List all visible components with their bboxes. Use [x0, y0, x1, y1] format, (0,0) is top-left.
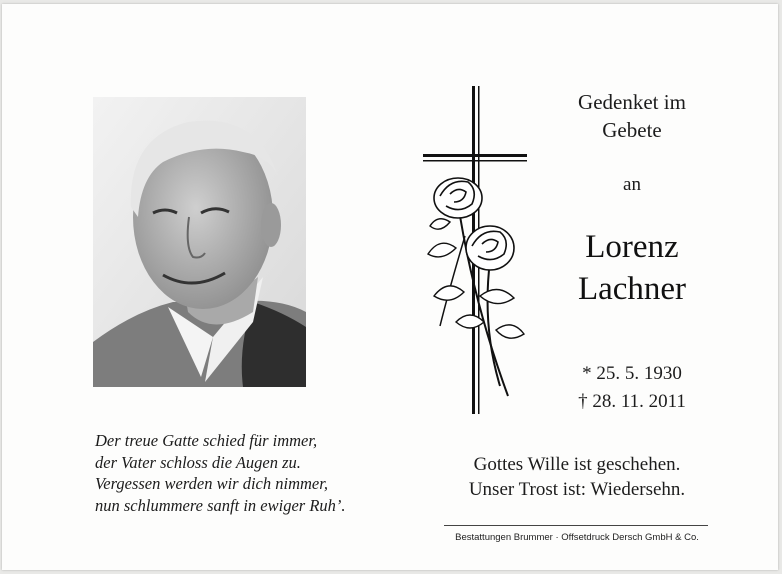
poem — [95, 430, 395, 516]
memorial-card — [2, 4, 778, 570]
heading-line: Gebete — [602, 118, 662, 142]
first-name: Lorenz — [585, 229, 679, 265]
deceased-name — [517, 226, 747, 310]
heading-line: Gedenket im — [578, 90, 686, 114]
memorial-heading — [532, 88, 732, 144]
printer-imprint: Bestattungen Brummer · Offsetdruck Dersch GmbH & Co. — [455, 532, 699, 543]
death-date: † 28. 11. 2011 — [578, 391, 686, 412]
last-name: Lachner — [577, 271, 687, 307]
portrait-image — [93, 97, 306, 387]
poem-line: nun schlummere sanft in ewiger Ruh’. — [95, 495, 346, 515]
cross-with-roses-icon — [420, 86, 532, 416]
closing-line: Gottes Wille ist geschehen. — [473, 454, 681, 475]
closing-line: Unser Trost ist: Wiedersehn. — [468, 479, 686, 500]
life-dates — [532, 360, 732, 416]
birth-date: * 25. 5. 1930 — [582, 363, 682, 384]
divider — [444, 525, 708, 526]
memorial-word: an — [623, 174, 641, 195]
closing-verse — [442, 452, 712, 502]
poem-line: Vergessen werden wir dich nimmer, — [95, 474, 328, 493]
portrait-photo — [93, 97, 306, 387]
poem-line: Der treue Gatte schied für immer, — [95, 431, 318, 450]
poem-line: der Vater schloss die Augen zu. — [95, 452, 301, 472]
